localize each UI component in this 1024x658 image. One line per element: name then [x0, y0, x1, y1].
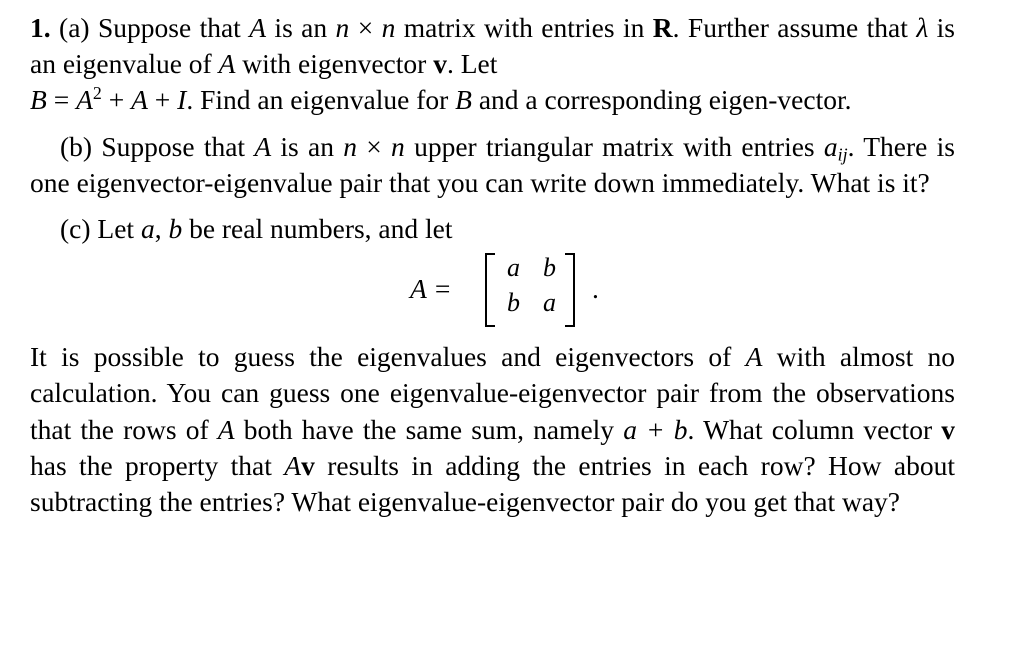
math-var: a: [823, 130, 838, 162]
text: results in adding the entries in each row? How about subtracting the entries? What eigenvalue-eigenvector pair do you get that way?: [30, 449, 956, 518]
text: with eigenvector: [235, 48, 434, 80]
text: and a corresponding eigen-vector.: [471, 84, 852, 116]
math-expression: A =: [410, 273, 452, 305]
part-b-label: (b): [60, 130, 93, 162]
text: ,: [154, 213, 169, 245]
text: It is possible to guess the eigenvalues and eigenvectors of: [30, 341, 746, 373]
text: is an eigenvalue of: [30, 12, 955, 80]
matrix-cell: b: [507, 288, 520, 318]
math-var: A: [284, 449, 302, 481]
math-op: ×: [349, 12, 382, 43]
math-var: n: [343, 130, 357, 162]
matrix-equation: [30, 251, 955, 333]
math-op: ×: [357, 130, 392, 162]
math-var: A: [218, 48, 236, 80]
matrix: [485, 251, 575, 327]
math-var: B: [30, 84, 47, 116]
math-var: A: [76, 84, 93, 116]
part-b-paragraph: [30, 129, 955, 201]
part-c-intro: [30, 211, 955, 247]
text: with almost no calculation. You can guess one eigenvalue-eigenvector pair from the observations that the rows of: [30, 341, 955, 445]
text: . Further assume that: [672, 12, 917, 43]
vector-var: v: [433, 48, 447, 80]
math-var: n: [391, 130, 405, 162]
math-var: b: [168, 213, 183, 245]
math-var: λ: [916, 12, 929, 43]
math-var: A: [217, 413, 235, 445]
left-bracket: [485, 253, 495, 327]
math-op: +: [147, 84, 178, 116]
part-a-label: (a): [59, 12, 90, 43]
part-a-paragraph: [30, 10, 955, 119]
math-var: A: [745, 341, 763, 373]
text: is an: [266, 12, 336, 43]
text: . Find an eigenvalue for: [186, 84, 456, 116]
text: Suppose that: [89, 12, 250, 43]
part-c-body: [30, 339, 955, 520]
math-var: n: [381, 12, 396, 43]
matrix-cell: b: [543, 253, 556, 283]
math-var: n: [335, 12, 350, 43]
math-var: A: [254, 130, 272, 162]
matrix-lhs: [410, 271, 452, 307]
text: has the property that: [30, 449, 285, 481]
reals-symbol: R: [652, 12, 673, 43]
math-exponent: 2: [92, 83, 102, 104]
text: . What column vector: [687, 413, 942, 445]
equation-period: .: [592, 273, 599, 305]
math-var: I: [177, 84, 187, 116]
matrix-cell: a: [507, 253, 520, 283]
text: Suppose that: [92, 130, 255, 162]
text: matrix with entries in: [395, 12, 653, 43]
text: is an: [271, 130, 344, 162]
math-op: +: [101, 84, 132, 116]
part-c-label: (c): [60, 213, 91, 245]
vector-var: v: [941, 413, 956, 445]
vector-var: v: [301, 449, 315, 481]
matrix-cell: a: [543, 288, 556, 318]
problem-number: 1.: [30, 12, 51, 43]
math-var: A: [131, 84, 148, 116]
right-bracket: [565, 253, 575, 327]
text: both have the same sum, namely: [234, 413, 624, 445]
text: be real numbers, and let: [182, 213, 453, 245]
math-var: a: [140, 213, 155, 245]
math-expression: a + b: [623, 413, 688, 445]
text: Let: [90, 213, 141, 245]
math-var: A: [249, 12, 267, 43]
math-op: =: [46, 84, 77, 116]
math-var: B: [455, 84, 472, 116]
text: upper triangular matrix with entries: [404, 130, 824, 162]
math-subscript: ij: [837, 144, 848, 165]
text: . There is one eigenvector-eigenvalue pair that you can write down immediately. What is it?: [30, 130, 955, 198]
text: . Let: [446, 48, 498, 80]
problem-page: [30, 10, 955, 520]
